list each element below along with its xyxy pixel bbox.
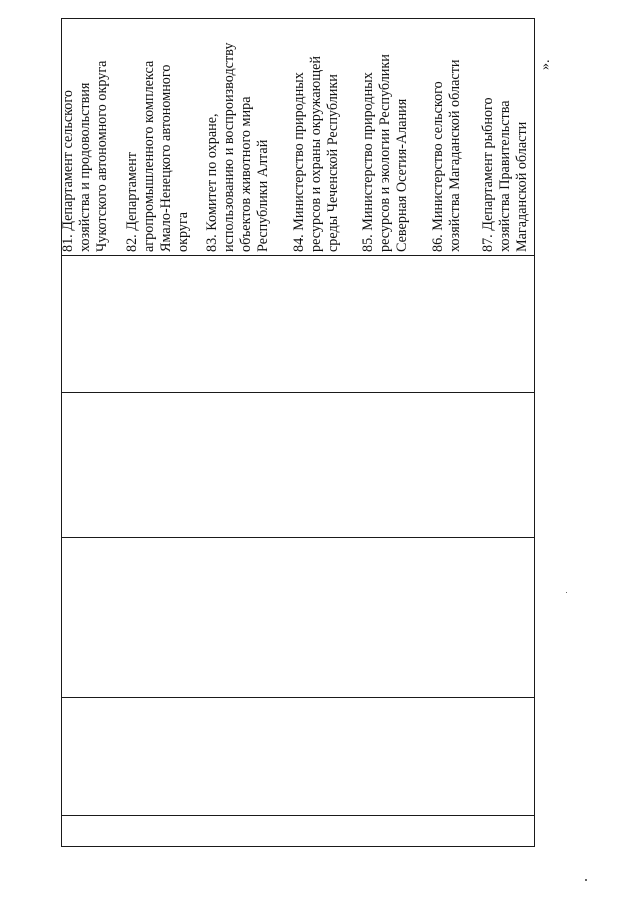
item-line: Магаданской области [514, 121, 530, 252]
column-divider [61, 537, 535, 538]
item-line: среды Чеченской Республики [325, 74, 341, 252]
item-line: использованию и воспроизводству [221, 42, 237, 252]
list-item [60, 61, 111, 252]
list-item [204, 43, 272, 252]
closing-quote: ». [538, 59, 553, 70]
item-line: 85. Министерство природных [360, 72, 376, 252]
column-divider [61, 697, 535, 698]
item-line: Северная Осетия-Алания [394, 98, 410, 252]
item-line: 84. Министерство природных [291, 72, 307, 252]
column-divider [61, 815, 535, 816]
list-item [360, 54, 411, 252]
item-line: 87. Департамент рыбного [480, 97, 496, 252]
item-line: Чукотского автономного округа [94, 60, 110, 252]
scan-speck [585, 879, 587, 881]
list-item [480, 97, 531, 252]
item-line: Республики Алтай [255, 139, 271, 252]
column-divider [61, 392, 535, 393]
list-item [124, 61, 192, 252]
item-line: 81. Департамент сельского [60, 90, 76, 252]
item-line: ресурсов и охраны окружающей [308, 55, 324, 252]
item-line: объектов животного мира [238, 96, 254, 252]
item-line: 82. Департамент [124, 152, 140, 252]
item-line: ресурсов и экологии Республики [377, 54, 393, 252]
item-line: округа [175, 211, 191, 252]
item-line: 83. Комитет по охране, [204, 113, 220, 252]
item-line: хозяйства и продовольствия [77, 82, 93, 252]
item-line: хозяйства Правительства [497, 100, 513, 252]
item-line: хозяйства Магаданской области [447, 59, 463, 252]
scan-speck [566, 592, 567, 593]
column-divider [61, 255, 535, 256]
item-line: агропромышленного комплекса [141, 60, 157, 252]
list-item [430, 60, 464, 253]
item-line: Ямало-Ненецкого автономного [158, 64, 174, 252]
list-item [291, 56, 342, 252]
item-line: 86. Министерство сельского [430, 81, 446, 252]
